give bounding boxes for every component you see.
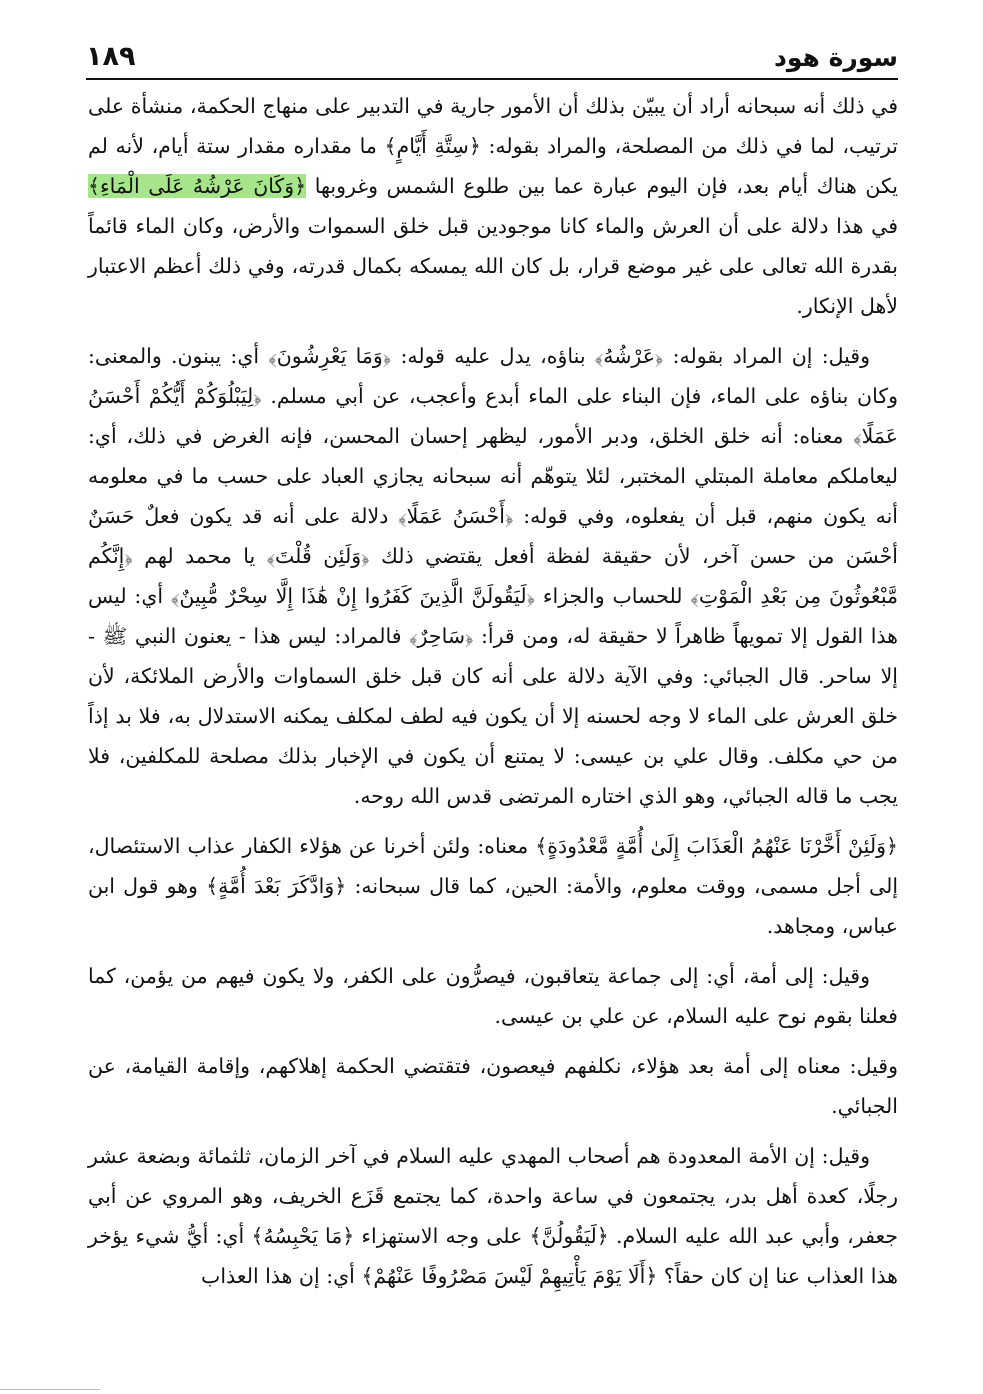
paragraph-4 <box>88 956 898 1036</box>
text-segment: وهو قول ابن عباس، ومجاهد. <box>88 874 898 938</box>
quran-quote: ﴿لَيَقُولَنَّ الَّذِينَ كَفَرُوا إِنْ هَٰذَا إِلَّا سِحْرٌ مُّبِينٌ﴾ <box>170 584 536 608</box>
paragraph-5 <box>88 1046 898 1126</box>
quran-quote: ﴿أَلَا يَوْمَ يَأْتِيهِمْ لَيْسَ مَصْرُوفًا عَنْهُمْ﴾ <box>361 1264 658 1288</box>
text-segment: في هذا دلالة على أن العرش والماء كانا موجودين قبل خلق السموات والأرض، وكان الماء قائماً بقدرة الله تعالى على غير موضع قرار، بل كان الله يمسكه بكمال قدرته، وفي ذلك أعظم الاعتبار لأهل الإنكار. <box>88 214 898 318</box>
page-number: ١٨٩ <box>86 41 136 72</box>
text-segment: أي: ليس هذا القول إلا تمويهاً ظاهراً لا حقيقة له، ومن قرأ: <box>88 584 898 648</box>
text-segment: دلالة على أنه قد يكون فعلٌ حَسَنٌ أحْسَن من حسن آخر، لأن حقيقة لفظة أفعل يقتضي ذلك <box>88 504 898 568</box>
text-segment: وقيل: معناه إلى أمة بعد هؤلاء، نكلفهم فيعصون، فتقتضي الحكمة إهلاكهم، وإقامة القيامة، عن الجبائي. <box>88 1054 898 1118</box>
paragraph-2 <box>88 336 898 816</box>
paragraph-1 <box>88 86 898 326</box>
text-segment: أي: أيُّ شيء يؤخر هذا العذاب عنا إن كان حقاً؟ <box>88 1224 898 1288</box>
quran-quote: ﴿لِيَبْلُوَكُمْ أَيُّكُمْ أَحْسَنُ عَمَلًا﴾ <box>88 384 898 448</box>
quran-quote: ﴿وَلَئِنْ أَخَّرْنَا عَنْهُمُ الْعَذَابَ إِلَىٰ أُمَّةٍ مَّعْدُودَةٍ﴾ <box>535 834 898 858</box>
text-segment: وقيل: إن المراد بقوله: <box>663 344 871 368</box>
quran-quote: ﴿وَادَّكَرَ بَعْدَ أُمَّةٍ﴾ <box>206 874 347 898</box>
quran-quote: ﴿لَيَقُولُنَّ﴾ <box>529 1224 609 1248</box>
text-segment: أي: إن هذا العذاب <box>201 1264 362 1288</box>
paragraph-3 <box>88 826 898 946</box>
text-segment: وقيل: إلى أمة، أي: إلى جماعة يتعاقبون، فيصرُّون على الكفر، ولا يكون فيهم من يؤمن، كما فعلنا بقوم نوح عليه السلام، عن علي بن عيسى. <box>88 964 898 1028</box>
text-segment: في ذلك أنه سبحانه أراد أن يبيّن بذلك أن الأمور جارية في التدبير على منهاج الحكمة، منشأة على ترتيب، لما في ذلك من المصلحة، والمراد بقوله: <box>88 94 899 158</box>
text-segment: وقيل: إن الأمة المعدودة هم أصحاب المهدي عليه السلام في آخر الزمان، ثلثمائة وبضعة عشر رجلًا، كعدة أهل بدر، يجتمعون في ساعة واحدة، كما يجتمع قَزَع الخريف، وهو المروي عن أبي جعفر، وأبي عبد الله عليه السلام. <box>88 1144 899 1248</box>
page-body <box>88 86 898 1306</box>
text-segment: أي: يبنون. والمعنى: وكان بناؤه على الماء، فإن البناء على الماء أبدع وأعجب، عن أبي مسلم. <box>88 344 898 408</box>
highlighted-quran-quote: ﴿وَكَانَ عَرْشُهُ عَلَى الْمَاءِ﴾ <box>88 174 307 198</box>
page-header <box>86 30 898 72</box>
quran-quote: ﴿إِنَّكُم مَّبْعُوثُونَ مِن بَعْدِ الْمَوْتِ﴾ <box>88 544 898 608</box>
text-segment: للحساب والجزاء <box>535 584 691 608</box>
surah-title: سورة هود <box>774 43 898 72</box>
paragraph-6 <box>88 1136 898 1296</box>
quran-quote: ﴿وَلَئِن قُلْتَ﴾ <box>266 544 370 568</box>
header-divider <box>86 78 898 80</box>
quran-quote: ﴿عَرْشُهُ﴾ <box>594 344 664 368</box>
quran-quote: ﴿أَحْسَنُ عَمَلًا﴾ <box>398 504 514 528</box>
quran-quote: ﴿سِتَّةِ أَيَّامٍ﴾ <box>384 134 481 158</box>
scan-edge-mark <box>0 1389 100 1394</box>
text-segment: يا محمد لهم <box>132 544 267 568</box>
text-segment: على وجه الاستهزاء <box>354 1224 530 1248</box>
text-segment: ما مقداره مقدار ستة أيام، لأنه لم يكن هناك أيام بعد، فإن اليوم عبارة عما بين طلوع الشمس وغروبها <box>88 134 899 198</box>
quran-quote: ﴿سَاحِرٌ﴾ <box>409 624 474 648</box>
text-segment: فالمراد: ليس هذا - يعنون النبي ﷺ - إلا ساحر. قال الجبائي: وفي الآية دلالة على أنه كان قبل خلق السماوات والأرض الملائكة، لأن خلق العرش على الماء لا وجه لحسنه إلا أن يكون فيه لطف لمكلف يمكنه الاستدلال به، فلا بد إذاً من حي مكلف. وقال علي بن عيسى: لا يمتنع أن يكون في الإخبار بذلك مصلحة للمكلفين، فلا يجب ما قاله الجبائي، وهو الذي اختاره المرتضى قدس الله روحه. <box>88 624 898 808</box>
text-segment: معناه: أنه خلق الخلق، ودبر الأمور، ليظهر إحسان المحسن، فإنه الغرض في ذلك، أي: ليعاملكم معاملة المبتلي المختبر، لئلا يتوهّم أنه سبحانه يجازي العباد على حسب ما في معلومه أنه يكون منهم، قبل أن يفعلوه، وفي قوله: <box>88 424 898 528</box>
quran-quote: ﴿وَمَا يَعْرِشُونَ﴾ <box>268 344 392 368</box>
quran-quote: ﴿مَا يَحْبِسُهُ﴾ <box>251 1224 355 1248</box>
text-segment: معناه: ولئن أخرنا عن هؤلاء الكفار عذاب الاستئصال، إلى أجل مسمى، ووقت معلوم، والأمة: الحين، كما قال سبحانه: <box>88 834 899 898</box>
text-segment: بناؤه، يدل عليه قوله: <box>391 344 595 368</box>
